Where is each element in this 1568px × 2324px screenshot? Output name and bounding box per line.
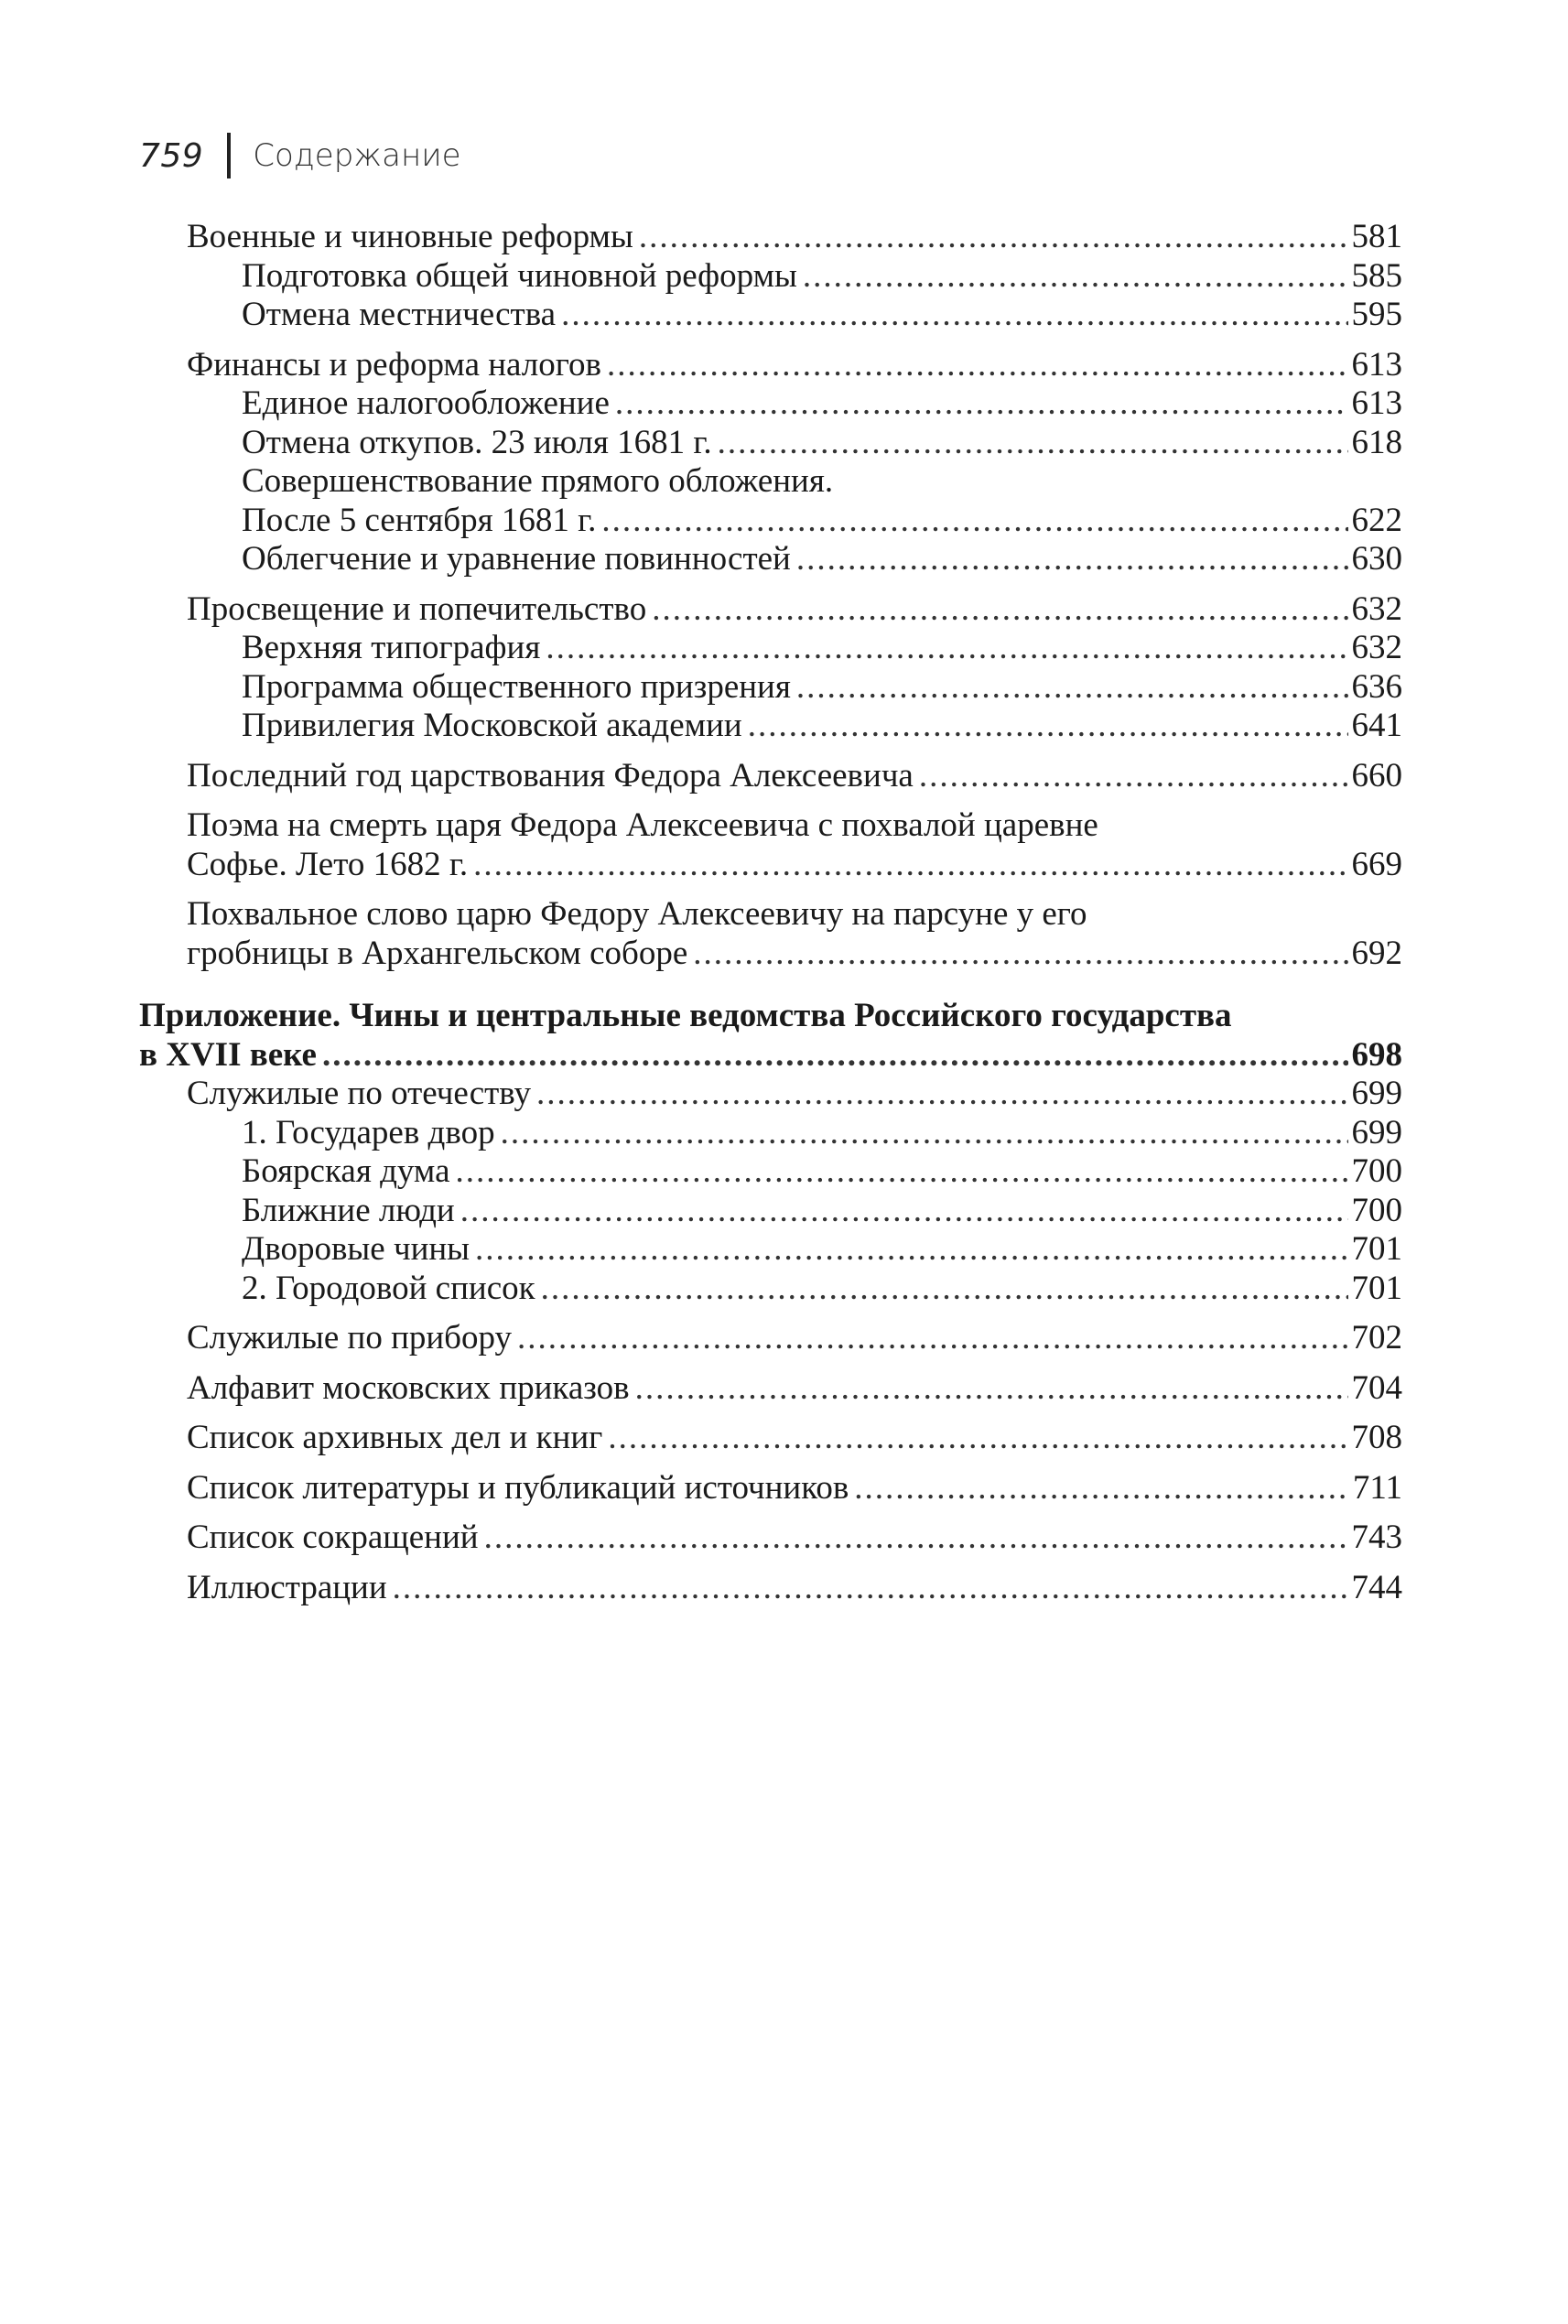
toc-entry[interactable] xyxy=(139,1230,1402,1270)
dot-leader xyxy=(393,1569,1348,1608)
toc-entry-page: 699 xyxy=(1351,1075,1402,1112)
dot-leader xyxy=(607,346,1348,385)
toc-entry[interactable] xyxy=(139,1519,1402,1558)
toc-entry-page: 701 xyxy=(1351,1230,1402,1268)
toc-entry-page: 701 xyxy=(1351,1269,1402,1307)
toc-entry[interactable] xyxy=(139,1419,1402,1458)
toc-entry-page: 700 xyxy=(1351,1152,1402,1190)
toc-entry-page: 613 xyxy=(1351,384,1402,422)
toc-entry-title: Отмена местничества xyxy=(242,296,557,333)
toc-entry-page: 704 xyxy=(1351,1368,1402,1407)
toc-entry[interactable] xyxy=(139,384,1402,424)
dot-leader xyxy=(456,1152,1348,1192)
toc-entry[interactable] xyxy=(139,1075,1402,1114)
toc-entry-page: 618 xyxy=(1351,423,1402,461)
dot-leader xyxy=(322,1036,1348,1076)
toc-entry[interactable] xyxy=(139,1270,1402,1309)
toc-entry-title: Иллюстрации xyxy=(187,1568,387,1606)
toc-entry-title-line: Совершенствование прямого обложения. xyxy=(242,462,834,500)
dot-leader xyxy=(635,1369,1348,1409)
toc-entry-title: Единое налогообложение xyxy=(242,384,610,422)
toc-entry-title: 1. Государев двор xyxy=(242,1113,495,1151)
toc-entry-title: Служилые по отечеству xyxy=(187,1075,531,1112)
dot-leader xyxy=(615,384,1348,424)
section-title: Содержание xyxy=(253,137,461,174)
toc-entry-title: Подготовка общей чиновной реформы xyxy=(242,256,797,295)
toc-entry-title: Облегчение и уравнение повинностей xyxy=(242,540,791,578)
toc-entry-page: 702 xyxy=(1351,1319,1402,1357)
toc-entry-page: 692 xyxy=(1351,934,1402,972)
dot-leader xyxy=(693,935,1347,974)
dot-leader xyxy=(796,668,1348,708)
dot-leader xyxy=(475,1230,1347,1270)
toc-entry-title: Программа общественного призрения xyxy=(242,667,791,706)
toc-entry-page: 636 xyxy=(1351,667,1402,706)
toc-entry-page: 743 xyxy=(1351,1519,1402,1556)
toc-entry-page: 622 xyxy=(1351,501,1402,539)
toc-entry-title: Отмена откупов. 23 июля 1681 г. xyxy=(242,423,712,461)
toc-entry[interactable] xyxy=(139,1369,1402,1409)
toc-entry-title: Список литературы и публикаций источников xyxy=(187,1468,849,1507)
toc-entry[interactable] xyxy=(139,1319,1402,1358)
toc-entry-page: 699 xyxy=(1351,1113,1402,1151)
toc-entry-page: 669 xyxy=(1351,845,1402,883)
toc-entry-title: в XVII веке xyxy=(139,1035,317,1074)
toc-appendix-entry[interactable] xyxy=(139,1036,1402,1076)
running-header xyxy=(139,128,461,183)
dot-leader xyxy=(473,846,1347,885)
toc-entry-title: Верхняя типография xyxy=(242,629,541,666)
toc-entry-page: 744 xyxy=(1351,1568,1402,1606)
toc-entry-page: 630 xyxy=(1351,540,1402,578)
toc-entry-title: гробницы в Архангельском соборе xyxy=(187,934,688,972)
dot-leader xyxy=(608,1419,1347,1458)
toc-entry-page: 632 xyxy=(1351,589,1402,628)
dot-leader xyxy=(484,1519,1348,1558)
header-divider xyxy=(227,133,231,178)
toc-entry[interactable] xyxy=(139,846,1402,885)
dot-leader xyxy=(803,257,1348,297)
toc-entry[interactable] xyxy=(139,257,1402,297)
toc-entry[interactable] xyxy=(139,1569,1402,1608)
dot-leader xyxy=(501,1114,1348,1153)
toc-entry-page: 711 xyxy=(1352,1468,1402,1507)
page-number: 759 xyxy=(139,136,204,175)
toc-entry-title: Софье. Лето 1682 г. xyxy=(187,845,469,883)
toc-entry-page: 708 xyxy=(1351,1419,1402,1456)
toc-entry-title: Ближние люди xyxy=(242,1191,455,1229)
toc-entry-title: Просвещение и попечительство xyxy=(187,589,647,628)
toc-entry-title: Финансы и реформа налогов xyxy=(187,345,601,384)
toc-entry[interactable] xyxy=(139,424,1402,463)
toc-entry-page: 698 xyxy=(1351,1035,1402,1074)
toc-entry[interactable] xyxy=(139,540,1402,579)
toc-entry-title: Военные и чиновные реформы xyxy=(187,218,633,255)
toc-entry-page: 641 xyxy=(1351,707,1402,744)
toc-entry-title: После 5 сентября 1681 г. xyxy=(242,501,597,539)
dot-leader xyxy=(517,1319,1347,1358)
toc-entry-title: Служилые по прибору xyxy=(187,1319,513,1357)
dot-leader xyxy=(460,1192,1348,1231)
toc-entry[interactable] xyxy=(139,1469,1402,1508)
toc-entry[interactable] xyxy=(139,502,1402,541)
table-of-contents xyxy=(139,218,1402,1607)
dot-leader xyxy=(919,757,1348,796)
toc-entry[interactable] xyxy=(139,1192,1402,1231)
toc-entry[interactable] xyxy=(139,629,1402,668)
dot-leader xyxy=(639,218,1348,257)
toc-entry-title: Список архивных дел и книг xyxy=(187,1419,603,1456)
toc-entry-page: 595 xyxy=(1351,296,1402,333)
toc-entry-page: 613 xyxy=(1351,345,1402,384)
toc-entry[interactable] xyxy=(139,707,1402,746)
toc-entry[interactable] xyxy=(139,346,1402,385)
toc-entry-title: Дворовые чины xyxy=(242,1230,470,1268)
toc-entry-page: 585 xyxy=(1351,256,1402,295)
toc-entry-title-line: Похвальное слово царю Федору Алексеевичу на парсуне у его xyxy=(187,895,1087,933)
toc-entry-title: Боярская дума xyxy=(242,1152,450,1190)
toc-entry-page: 700 xyxy=(1351,1191,1402,1229)
toc-entry[interactable] xyxy=(139,1114,1402,1153)
dot-leader xyxy=(536,1075,1348,1114)
toc-entry-title: Привилегия Московской академии xyxy=(242,707,742,744)
toc-entry-page: 660 xyxy=(1351,756,1402,794)
toc-appendix-title-line: Приложение. Чины и центральные ведомства Российского государства xyxy=(139,997,1232,1034)
toc-entry[interactable] xyxy=(139,590,1402,630)
toc-entry[interactable] xyxy=(139,668,1402,708)
toc-entry-title: Список сокращений xyxy=(187,1519,479,1556)
dot-leader xyxy=(748,707,1348,746)
toc-entry-title-line: Поэма на смерть царя Федора Алексеевича с похвалой царевне xyxy=(187,806,1098,844)
toc-entry-page: 581 xyxy=(1351,218,1402,255)
toc-entry[interactable] xyxy=(139,218,1402,257)
toc-entry[interactable] xyxy=(139,935,1402,974)
dot-leader xyxy=(796,540,1348,579)
toc-entry[interactable] xyxy=(139,296,1402,335)
dot-leader xyxy=(541,1270,1348,1309)
toc-entry[interactable] xyxy=(139,1152,1402,1192)
toc-entry-title: Последний год царствования Федора Алексеевича xyxy=(187,756,914,794)
dot-leader xyxy=(854,1469,1349,1508)
toc-entry-page: 632 xyxy=(1351,629,1402,666)
dot-leader xyxy=(601,502,1347,541)
toc-entry-title: Алфавит московских приказов xyxy=(187,1368,630,1407)
dot-leader xyxy=(652,590,1347,630)
toc-entry[interactable] xyxy=(139,757,1402,796)
dot-leader xyxy=(546,629,1347,668)
dot-leader xyxy=(718,424,1348,463)
dot-leader xyxy=(561,296,1347,335)
toc-entry-title: 2. Городовой список xyxy=(242,1269,535,1307)
